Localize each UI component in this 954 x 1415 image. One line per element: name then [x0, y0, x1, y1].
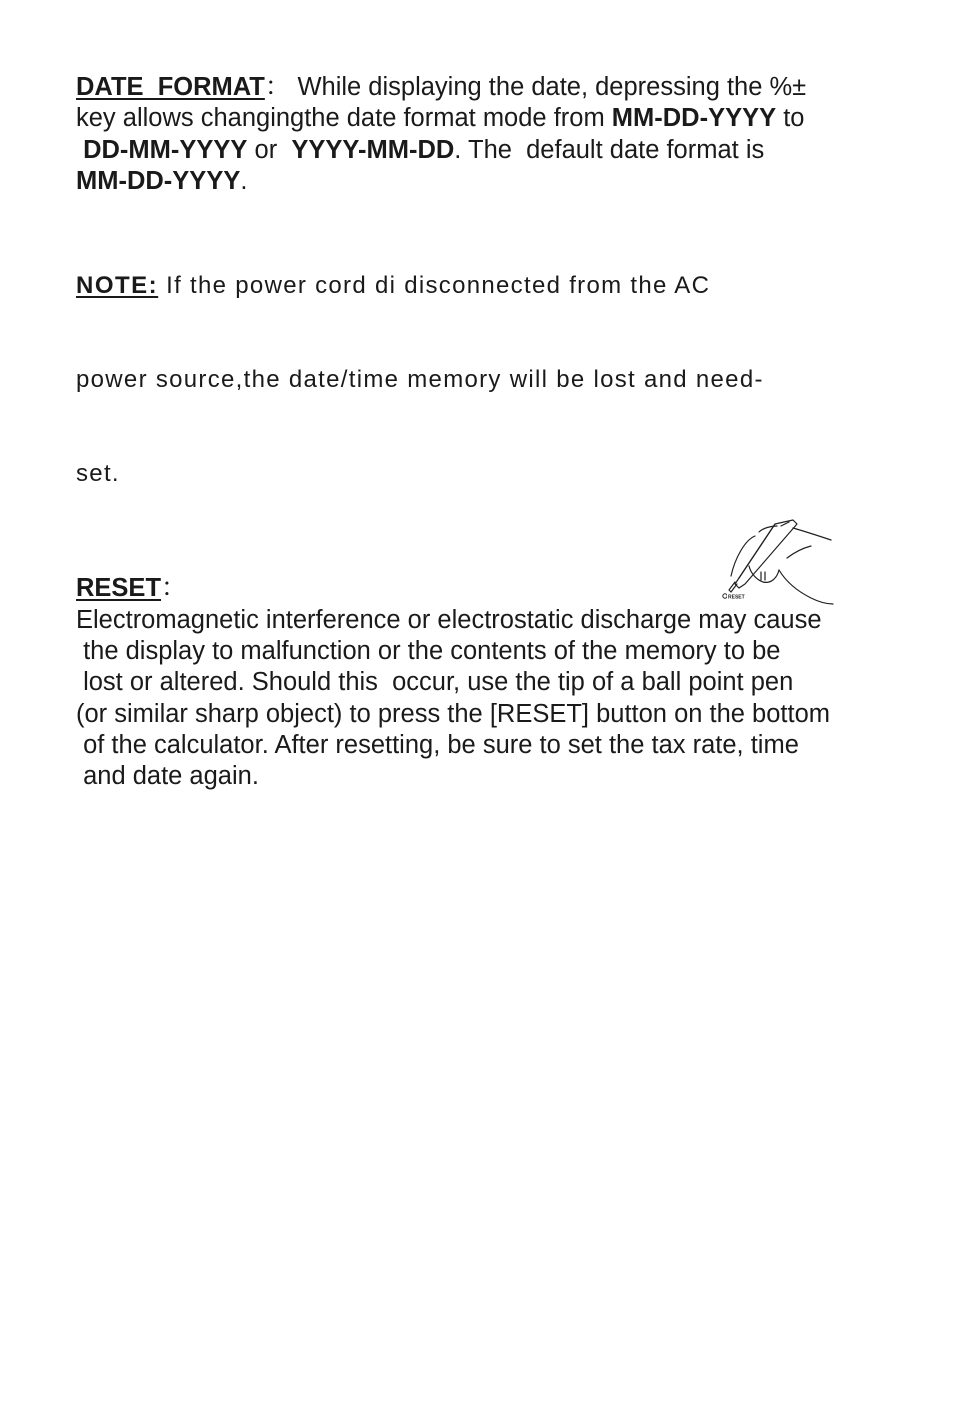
- date-format-text: or: [247, 135, 292, 164]
- date-format-text: key allows changingthe date format mode from: [76, 104, 612, 133]
- date-format-line-4: [76, 166, 916, 197]
- date-format-line-1: [76, 72, 916, 103]
- reset-line: lost or altered. Should this occur, use the tip of a ball point pen: [76, 668, 794, 697]
- date-format-text: .: [240, 166, 248, 195]
- reset-colon: ：: [161, 574, 187, 603]
- date-format-colon: ：: [264, 73, 291, 101]
- reset-line: Electromagnetic interference or electrostatic discharge may cause: [76, 605, 822, 634]
- note-heading: NOTE:: [76, 271, 159, 299]
- note-line-3: set.: [76, 459, 120, 487]
- manual-page: [76, 72, 916, 793]
- reset-line: (or similar sharp object) to press the [RESET] button on the bottom: [76, 699, 831, 728]
- note-text: If the power cord di disconnected from the AC: [158, 271, 711, 299]
- date-format-line-2: [76, 103, 916, 134]
- reset-line: of the calculator. After resetting, be sure to set the tax rate, time: [76, 730, 799, 759]
- date-format-text: While displaying the date, depressing the %±: [290, 73, 807, 101]
- reset-line: and date again.: [76, 762, 259, 791]
- note-line-1: [76, 270, 916, 301]
- reset-line: the display to malfunction or the contents of the memory to be: [76, 637, 781, 666]
- hand-pressing-reset-icon: [715, 518, 835, 608]
- reset-heading: RESET: [76, 574, 162, 603]
- note-line-2: power source,the date/time memory will be lost and need-: [76, 365, 764, 393]
- format-mm-dd-yyyy: MM-DD-YYYY: [611, 104, 777, 133]
- date-format-text: . The default date format is: [454, 135, 765, 164]
- reset-illustration-label: RESET: [728, 594, 745, 601]
- date-format-heading: DATE FORMAT: [76, 73, 265, 101]
- note-section: [76, 207, 916, 551]
- format-yyyy-mm-dd: YYYY-MM-DD: [291, 135, 455, 164]
- default-format: MM-DD-YYYY: [76, 166, 241, 195]
- date-format-section: [76, 72, 916, 197]
- date-format-text: to: [776, 104, 805, 133]
- date-format-line-3: [76, 135, 916, 166]
- format-dd-mm-yyyy: DD-MM-YYYY: [76, 135, 248, 164]
